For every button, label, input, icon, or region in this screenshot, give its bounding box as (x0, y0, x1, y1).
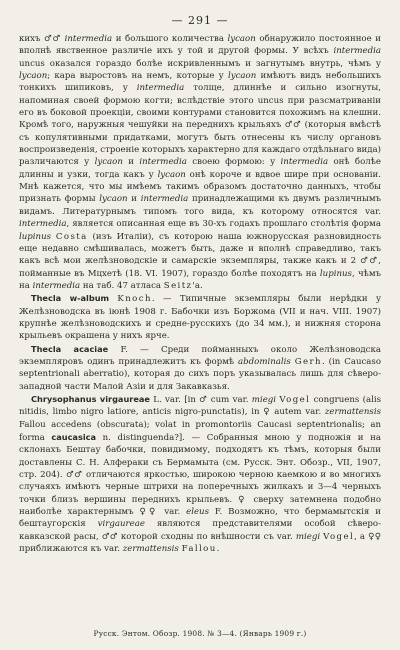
taxon-name: lycaon (228, 71, 257, 82)
text-run: онѣ болѣе длинны и узки, тогда какъ у (19, 157, 382, 180)
text-run: L. var. [in ♂ cum var. (149, 394, 252, 405)
text-run: . — Типичные экземпляры были нерѣдки у Желѣзноводска въ іюнѣ 1908 г. Бабочки изъ Боржома (VII и нач. VIII. 1907) крупнѣе желѣзноводскихъ и средне-русскихъ (до 34 мм.), и нижняя сторона крыльевъ окрашена у нихъ ярче. (19, 294, 382, 342)
taxon-name: zermattensis (122, 544, 179, 555)
author-name: Vogel (279, 394, 311, 405)
taxon-name: lycaon (19, 71, 48, 82)
taxon-name: lycaon (94, 157, 123, 168)
paragraph (19, 343, 381, 393)
text-run: обнаружило постоянное и вполнѣ явственное различіе ихъ у той и другой формы. У всѣхъ (19, 34, 381, 57)
text-run: , является описанная еще въ 30-хъ годахъ прошлаго столѣтія форма (66, 219, 381, 230)
text-run: (изъ Италіи), съ которою наша южнорусская разновидность еще недавно смѣшивалась, можетъ быть, даже и вполнѣ справедливо, такъ какъ всѣ мои желѣзноводскіе и самарскіе экземпляры, также какъ и 2 ♂♂, пойманные въ Мцхетѣ (18. VI. 1907), гораздо болѣе походятъ на (19, 231, 381, 279)
author-name: Seitz (163, 280, 193, 291)
text-run: принадлежащими къ двумъ различнымъ видамъ. Литературнымъ типомъ того вида, къ которому относятся var. (19, 194, 381, 217)
taxon-name: eleus (186, 507, 209, 518)
author-name: Costa (55, 231, 88, 242)
text-run: uncus оказался гораздо болѣе искривленнымъ и загнутымъ внутрь, чѣмъ у (19, 58, 381, 69)
text-run: толще, длиннѣе и сильно изогнуты, напоминая своей формою когти; вслѣдствіе этого uncus при разсматриваніи его въ боковой проекціи, своими контурами становится похожимъ на клешни. Кромѣ того, наружныя чешуйки на переднихъ крыльяхъ ♂♂ (которыя вмѣстѣ съ копулятивными придатками, могутъ быть отнесены къ числу органовъ воспроизведенія, строеніе которыхъ характерно для каждаго отдѣльнаго вида) различаются у (19, 83, 381, 168)
text-run: , а ♀♀ приближаются къ var. (19, 531, 381, 555)
author-name: Vogel (323, 531, 355, 542)
taxon-name: lycaon (227, 34, 256, 44)
taxon-name: abdominalis (238, 356, 291, 367)
paragraph (19, 33, 381, 292)
text-run: и (127, 194, 141, 205)
taxon-name: intermedia (333, 46, 381, 57)
text-run: 'а. (192, 280, 203, 291)
text-run: имѣютъ видъ небольшихъ тонкихъ шипиковъ, у (19, 71, 381, 94)
text-run: и большого количества (112, 34, 228, 44)
species-heading: Thecla acaciae (31, 343, 109, 354)
taxon-name: virgaureae (97, 519, 145, 530)
author-name: Knoch (117, 294, 152, 305)
taxon-name: zermattensis (324, 407, 381, 418)
page-footer: Русск. Энтом. Обозр. 1908. № 3—4. (Январь 1909 г.) (93, 629, 307, 638)
taxon-name: intermedia (139, 157, 187, 168)
taxon-name: intermedia (32, 280, 81, 291)
text-run: . (216, 544, 220, 555)
text-run: кихъ ♂♂ (19, 34, 65, 44)
taxon-name: intermedia (136, 83, 185, 94)
article-body (19, 33, 381, 555)
species-heading: Chrysophanus virgaureae (31, 393, 150, 404)
page-number: — 291 — (171, 14, 229, 27)
text-run: F. Возможно, что бермамытскія и бештаугорскія (19, 507, 381, 530)
taxon-name: lupinus (19, 231, 52, 242)
taxon-name: lupinus (319, 268, 352, 279)
text-run: онѣ короче и вдвое шире при основаніи. Мнѣ кажется, что мы имѣемъ такимъ образомъ достаточно данныхъ, чтобы признать формы (19, 169, 382, 205)
text-run: , чѣмъ на (19, 268, 381, 291)
taxon-name: intermedia (64, 34, 113, 44)
species-heading: Thecla w-album (31, 293, 110, 304)
text-run: caucasica (51, 432, 97, 442)
text-run: ; кара выростовъ на немъ, которые у (47, 71, 228, 82)
text-run: являются представителями особой сѣверо-кавказской расы, ♂♂ которой сходны по внѣшности съ var. (19, 519, 381, 542)
taxon-name: miegi (295, 531, 321, 542)
paragraph (19, 393, 381, 555)
text-run: Fallou accedens (obscurata); volat in promontoriis Caucasi septentrionalis; an forma (19, 419, 381, 443)
taxon-name: lycaon (157, 169, 186, 180)
taxon-name: intermedia (19, 219, 67, 230)
taxon-name: intermedia (280, 157, 329, 168)
text-run: своею формою: у (186, 157, 281, 168)
paragraph (19, 292, 381, 342)
taxon-name: miegi (251, 394, 277, 405)
text-run: F. — Среди пойманныхъ около Желѣзноводска экземпляровъ одинъ принадлежитъ къ формѣ (19, 344, 381, 367)
text-run: . (in Caucaso septentrionali aberratio), которая до сихъ поръ указывалась лишь для сѣверо-западной части Малой Азіи и для Закавказья. (19, 356, 382, 392)
text-run: congruens (alis nitidis, limbo nigro latiore, anticis nigro-punctatis), in ♀ autem var. (19, 394, 382, 418)
text-run: n. distinguenda?]. — Собранныя мною у подножія и на склонахъ Бештау бабочки, повидимому, подходятъ къ тѣмъ, которыя были доставлены С. Н. Алфераки съ Бермамыта (см. Русск. Энт. Обозр., VII, 1907, стр. 204). ♂♂ отличаются яркостью, широкою черною каемкою и во многихъ случаяхъ имѣютъ черные штрихи на поперечныхъ жилкахъ и 3—4 черныхъ точки близъ вершины переднихъ крыльевъ. ♀ сверху затемнена подобно наиболѣе характернымъ ♀♀ var. (19, 433, 381, 518)
author-name: Gerh (294, 356, 322, 367)
author-name: Fallou (181, 544, 217, 555)
text-run: и (122, 157, 140, 168)
text-run: на таб. 47 атласа (80, 280, 164, 291)
taxon-name: lycaon (99, 194, 128, 205)
taxon-name: intermedia (140, 194, 189, 205)
